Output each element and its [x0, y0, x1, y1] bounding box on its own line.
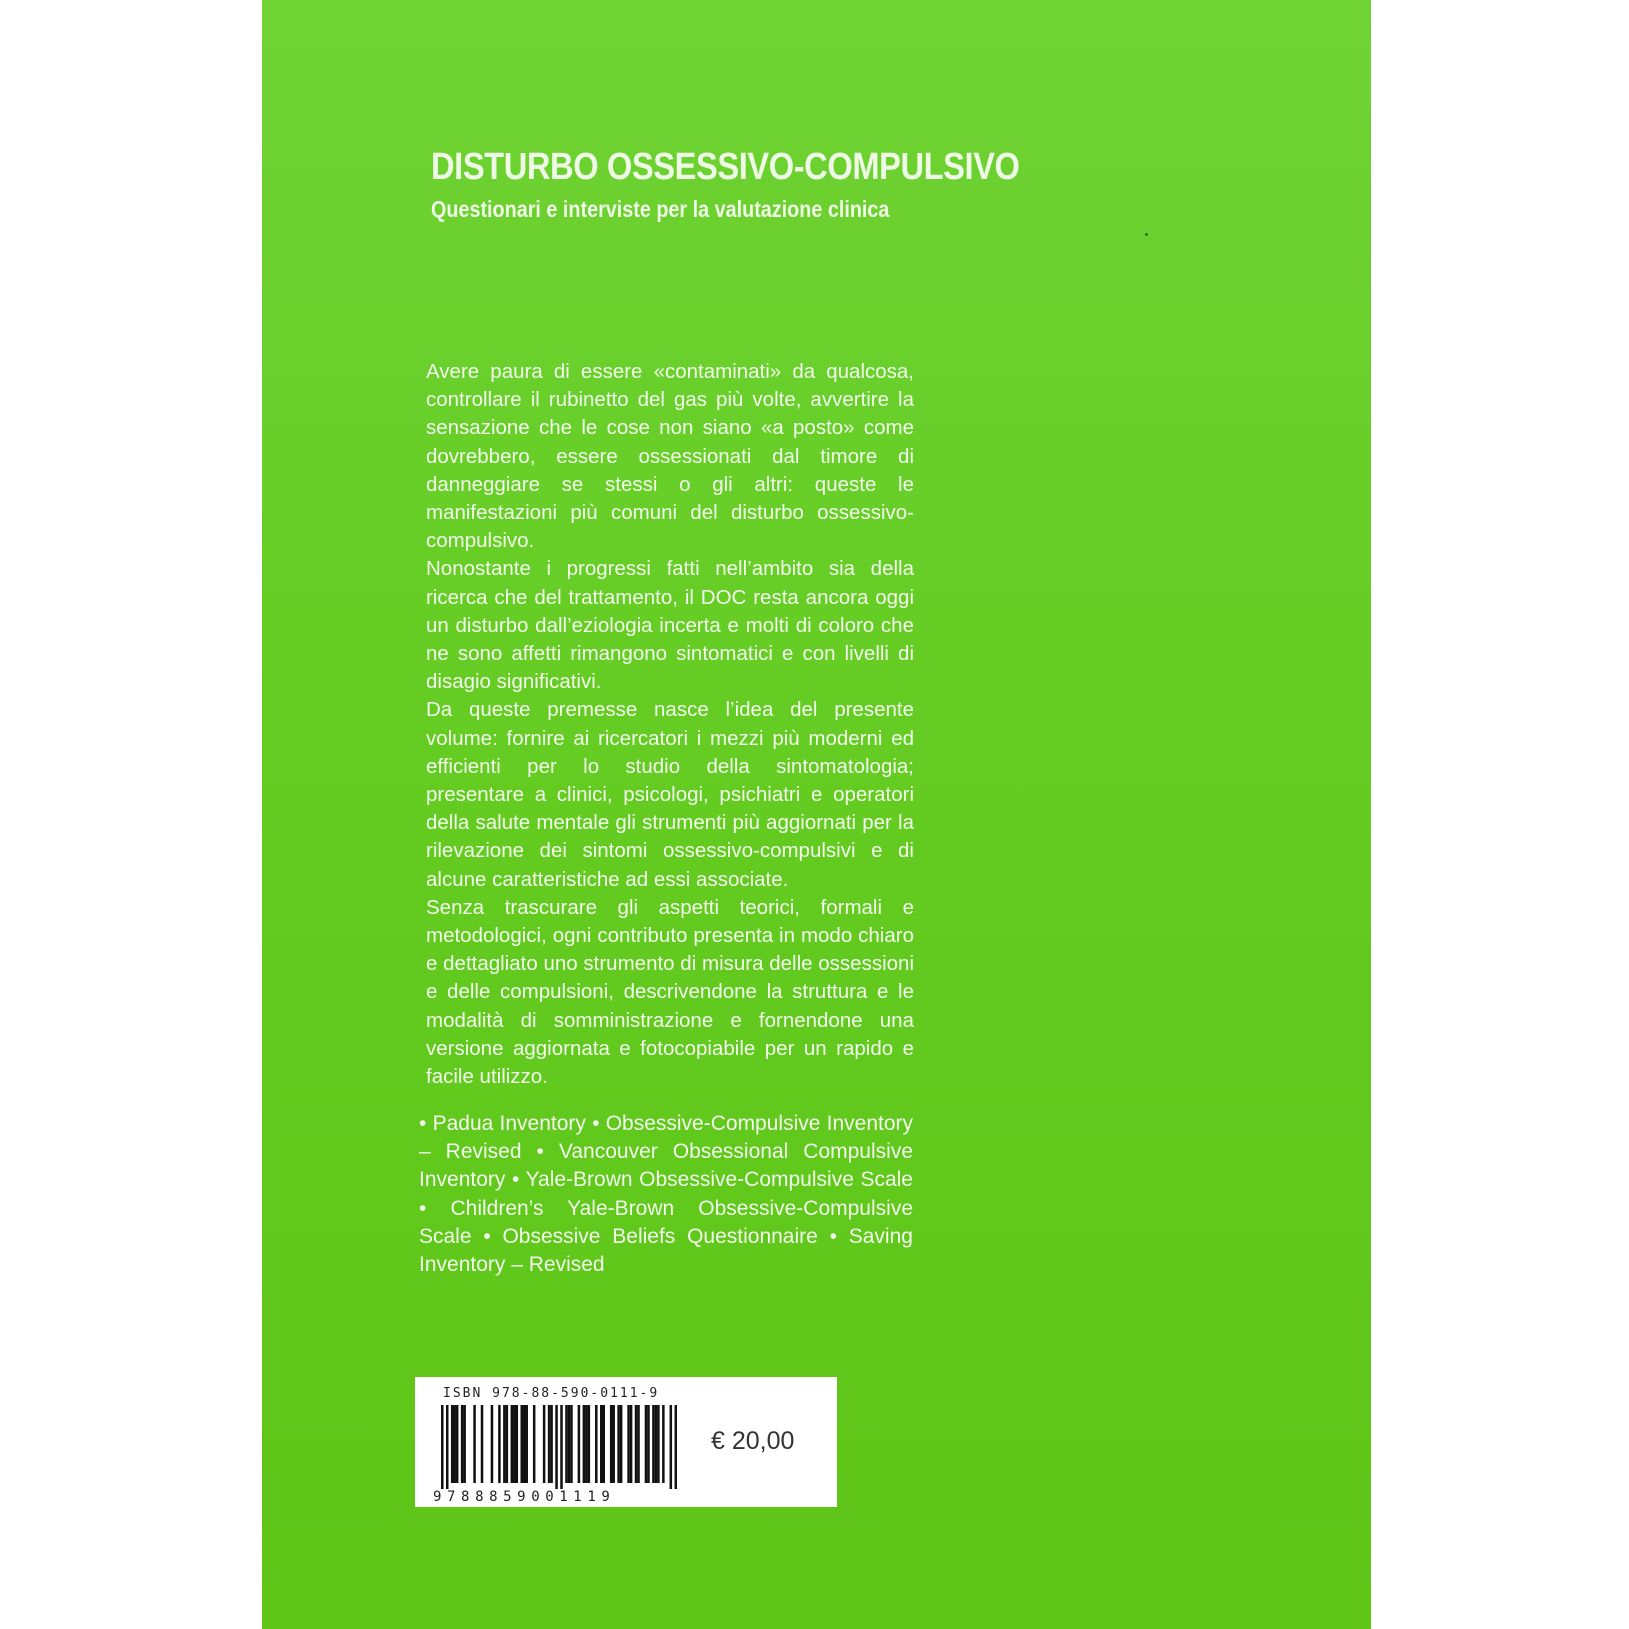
instrument-item: Vancouver Obsessional Compulsive Inventory	[419, 1140, 913, 1192]
instrument-item: Padua Inventory	[432, 1112, 586, 1135]
blurb-paragraph-4: Senza trascurare gli aspetti teorici, formali e metodologici, ogni contributo presenta in modo chiaro e dettagliato uno strumento di misura delle ossessioni e delle compulsioni, descrivendone la struttura e le modalità di somministrazione e fornendone una versione aggiornata e fotocopiabile per un rapido e facile utilizzo.	[426, 895, 914, 1089]
barcode-bar	[506, 1405, 509, 1483]
barcode-bar	[630, 1405, 633, 1483]
barcode-bar	[647, 1405, 650, 1483]
instrument-item: Saving Inventory – Revised	[419, 1224, 913, 1277]
blurb-paragraph-2: Nonostante i progressi fatti nell’ambito sia della ricerca che del trattamento, il DOC resta ancora oggi un disturbo dall’eziologia incerta e molti di coloro che ne sono affetti rimangono sintomatici e con livelli di disagio significativi.	[426, 557, 914, 694]
barcode-bar	[463, 1405, 466, 1483]
barcode-bar	[602, 1405, 605, 1483]
barcode-bar	[657, 1405, 660, 1483]
barcode-bar	[511, 1405, 514, 1483]
barcode-bar	[481, 1405, 484, 1483]
barcode-bar	[543, 1405, 546, 1483]
barcode-bar	[662, 1405, 665, 1483]
blurb	[426, 358, 914, 1091]
barcode-bar	[565, 1405, 568, 1483]
barcode-bar	[585, 1405, 588, 1483]
barcode-bar	[583, 1405, 586, 1483]
barcode-bar	[446, 1405, 449, 1489]
instrument-list	[419, 1110, 913, 1279]
list-bullet: •	[483, 1224, 491, 1248]
list-bullet: •	[511, 1168, 520, 1192]
barcode-bar	[560, 1405, 563, 1489]
barcode-bar	[491, 1405, 494, 1483]
barcode-bar	[578, 1405, 581, 1483]
barcode-bar	[453, 1405, 456, 1483]
barcode-bars-icon	[441, 1405, 677, 1489]
barcode-bar	[520, 1405, 523, 1483]
barcode-bar	[617, 1405, 620, 1483]
print-speck	[1145, 233, 1148, 236]
barcode-bar	[670, 1405, 673, 1489]
blurb-paragraph-3: Da queste premesse nasce l’idea del presente volume: fornire ai ricercatori i mezzi più moderni ed efficienti per lo studio della sintomatologia; presentare a clinici, psicologi, psichiatri e operatori della salute mentale gli strumenti più aggiornati per la rilevazione dei sintomi ossessivo-compulsivi e di alcune caratteristiche ad essi associate.	[426, 698, 914, 891]
barcode-bar	[620, 1405, 623, 1483]
barcode-bar	[635, 1405, 638, 1483]
instrument-item: Children’s Yale-Brown Obsessive-Compulsive Scale	[419, 1196, 913, 1248]
barcode-bar	[516, 1405, 519, 1483]
list-bullet: •	[592, 1112, 600, 1135]
barcode-bar	[550, 1405, 553, 1483]
barcode-bar	[461, 1405, 464, 1483]
barcode-bar	[473, 1405, 476, 1483]
barcode-bar	[498, 1405, 501, 1483]
list-bullet: •	[419, 1196, 427, 1220]
barcode-bar	[456, 1405, 459, 1483]
list-bullet: •	[419, 1112, 427, 1135]
barcode-bar	[533, 1405, 536, 1483]
book-subtitle: Questionari e interviste per la valutazione clinica	[431, 196, 890, 222]
barcode-bar	[610, 1405, 613, 1483]
barcode-bar	[555, 1405, 558, 1489]
barcode-label	[415, 1377, 837, 1507]
barcode-bar	[637, 1405, 640, 1483]
barcode-bar	[595, 1405, 598, 1483]
instrument-item: Obsessive-Compulsive Inventory – Revised	[419, 1112, 914, 1164]
barcode-bar	[513, 1405, 516, 1483]
barcode-bar	[652, 1405, 655, 1483]
isbn-number: ISBN 978-88-590-0111-9	[443, 1386, 660, 1401]
book-title: DISTURBO OSSESSIVO-COMPULSIVO	[431, 146, 1020, 188]
barcode-bar	[600, 1405, 603, 1483]
barcode-bar	[548, 1405, 551, 1483]
instrument-item: Obsessive Beliefs Questionnaire	[502, 1224, 818, 1248]
barcode-bar	[570, 1405, 573, 1483]
barcode-bar	[451, 1405, 454, 1483]
barcode-bar	[441, 1405, 444, 1489]
barcode-bar	[675, 1405, 677, 1489]
barcode-bar	[523, 1405, 526, 1483]
list-bullet: •	[536, 1140, 544, 1164]
barcode-bar	[568, 1405, 571, 1483]
ean-digits: 9788859001119	[433, 1489, 616, 1505]
blurb-paragraph-1: Avere paura di essere «contaminati» da qualcosa, controllare il rubinetto del gas più volte, avvertire la sensazione che le cose non siano «a posto» come dovrebbero, essere ossessionati dal timore di danneggiare se stessi o gli altri: queste le manifestazioni più comuni del disturbo ossessivo-compulsivo.	[426, 360, 914, 553]
barcode-bar	[655, 1405, 658, 1483]
barcode-bar	[588, 1405, 591, 1483]
instrument-item: Yale-Brown Obsessive-Compulsive Scale	[525, 1168, 913, 1192]
barcode-bar	[525, 1405, 528, 1483]
price: € 20,00	[711, 1427, 795, 1455]
barcode-bar	[503, 1405, 506, 1483]
list-bullet: •	[829, 1224, 837, 1248]
barcode-bar	[645, 1405, 648, 1483]
barcode-bar	[627, 1405, 630, 1483]
barcode-bar	[612, 1405, 615, 1483]
